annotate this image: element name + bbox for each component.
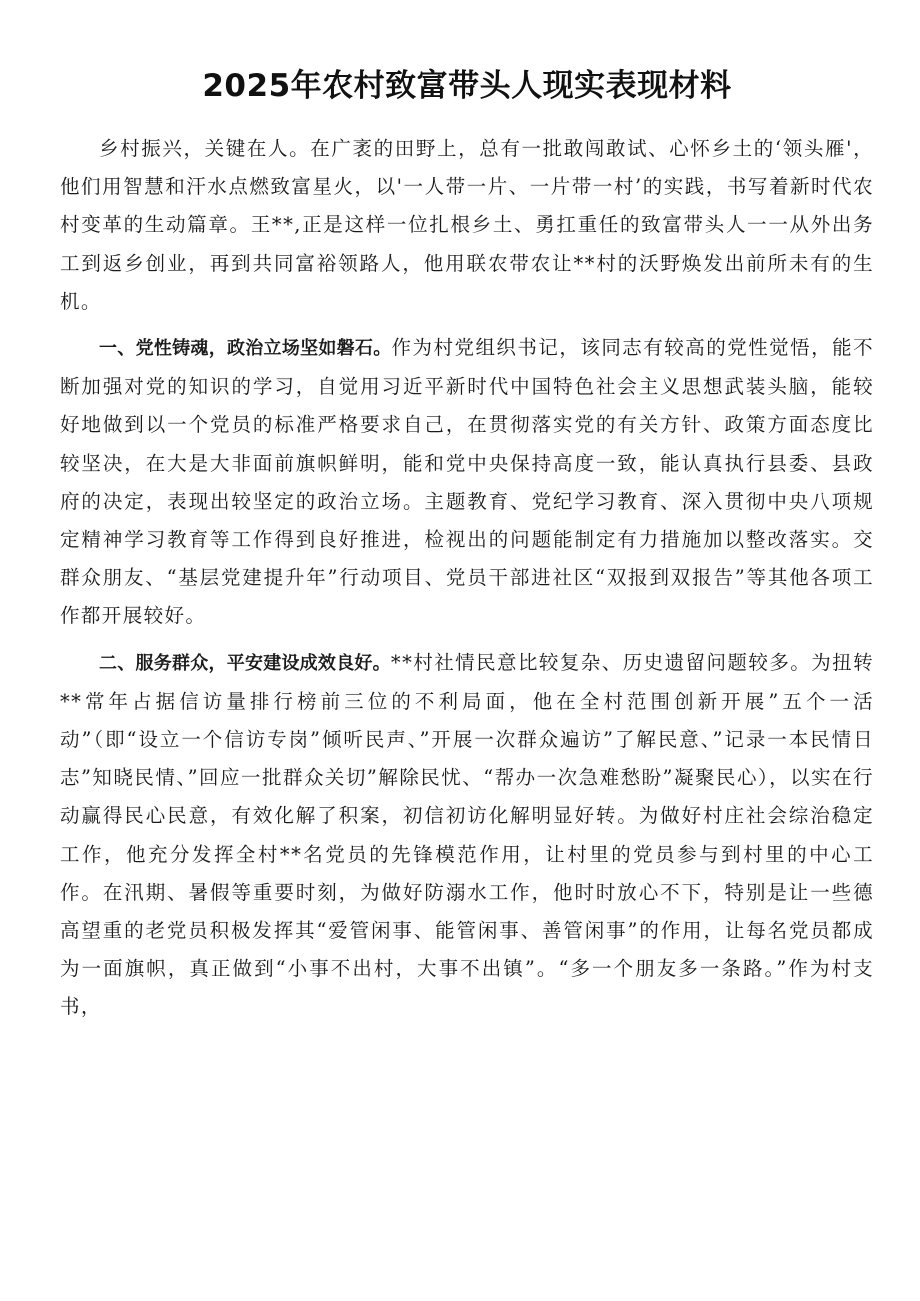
section-heading-2: 二、服务群众，平安建设成效良好。: [99, 652, 391, 674]
section-body-1: 作为村党组织书记，该同志有较高的党性觉悟，能不断加强对党的知识的学习，自觉用习近平新时代中国特色社会主义思想武装头脑，能较好地做到以一个党员的标准严格要求自己，在贯彻落实党的有关方针、政策方面态度比较坚决，在大是大非面前旗帜鲜明，能和党中央保持高度一致，能认真执行县委、县政府的决定，表现出较坚定的政治立场。主题教育、党纪学习教育、深入贯彻中央八项规定精神学习教育等工作得到良好推进，检视出的问题能制定有力措施加以整改落实。交群众朋友、“基层党建提升年”行动项目、党员干部进社区“双报到双报告”等其他各项工作都开展较好。: [60, 336, 875, 628]
section-paragraph-2: [60, 644, 874, 1027]
section-body-2: **村社情民意比较复杂、历史遗留问题较多。为扭转**常年占据信访量排行榜前三位的不利局面，他在全村范围创新开展”五个一活动”（即“设立一个信访专岗”倾听民声、”开展一次群众遍访”了解民意、”记录一本民情日志”知晓民情、”回应一批群众关切”解除民忧、“帮办一次急难愁盼”凝聚民心），以实在行动赢得民心民意，有效化解了积案，初信初访化解明显好转。为做好村庄社会综治稳定工作，他充分发挥全村**名党员的先锋模范作用，让村里的党员参与到村里的中心工作。在汛期、暑假等重要时刻，为做好防溺水工作，他时时放心不下，特别是让一些德高望重的老党员积极发挥其“爱管闲事、能管闲事、善管闲事”的作用，让每名党员都成为一面旗帜，真正做到“小事不出村，大事不出镇”。“多一个朋友多一条路。”作为村支书，: [60, 650, 874, 1019]
section-paragraph-1: [60, 329, 874, 636]
document-title: 2025年农村致富带头人现实表现材料: [202, 68, 732, 104]
intro-paragraph: 乡村振兴，关键在人。在广袤的田野上，总有一批敢闯敢试、心怀乡土的‘领头雁'，他们用智慧和汗水点燃致富星火，以'一人带一片、一片带一村’的实践，书写着新时代农村变革的生动篇章。王**,正是这样一位扎根乡土、勇扛重任的致富带头人一一从外出务工到返乡创业，再到共同富裕领路人，他用联农带农让**村的沃野焕发出前所未有的生机。: [60, 137, 874, 313]
section-heading-1: 一、党性铸魂，政治立场坚如磐石。: [99, 338, 392, 360]
